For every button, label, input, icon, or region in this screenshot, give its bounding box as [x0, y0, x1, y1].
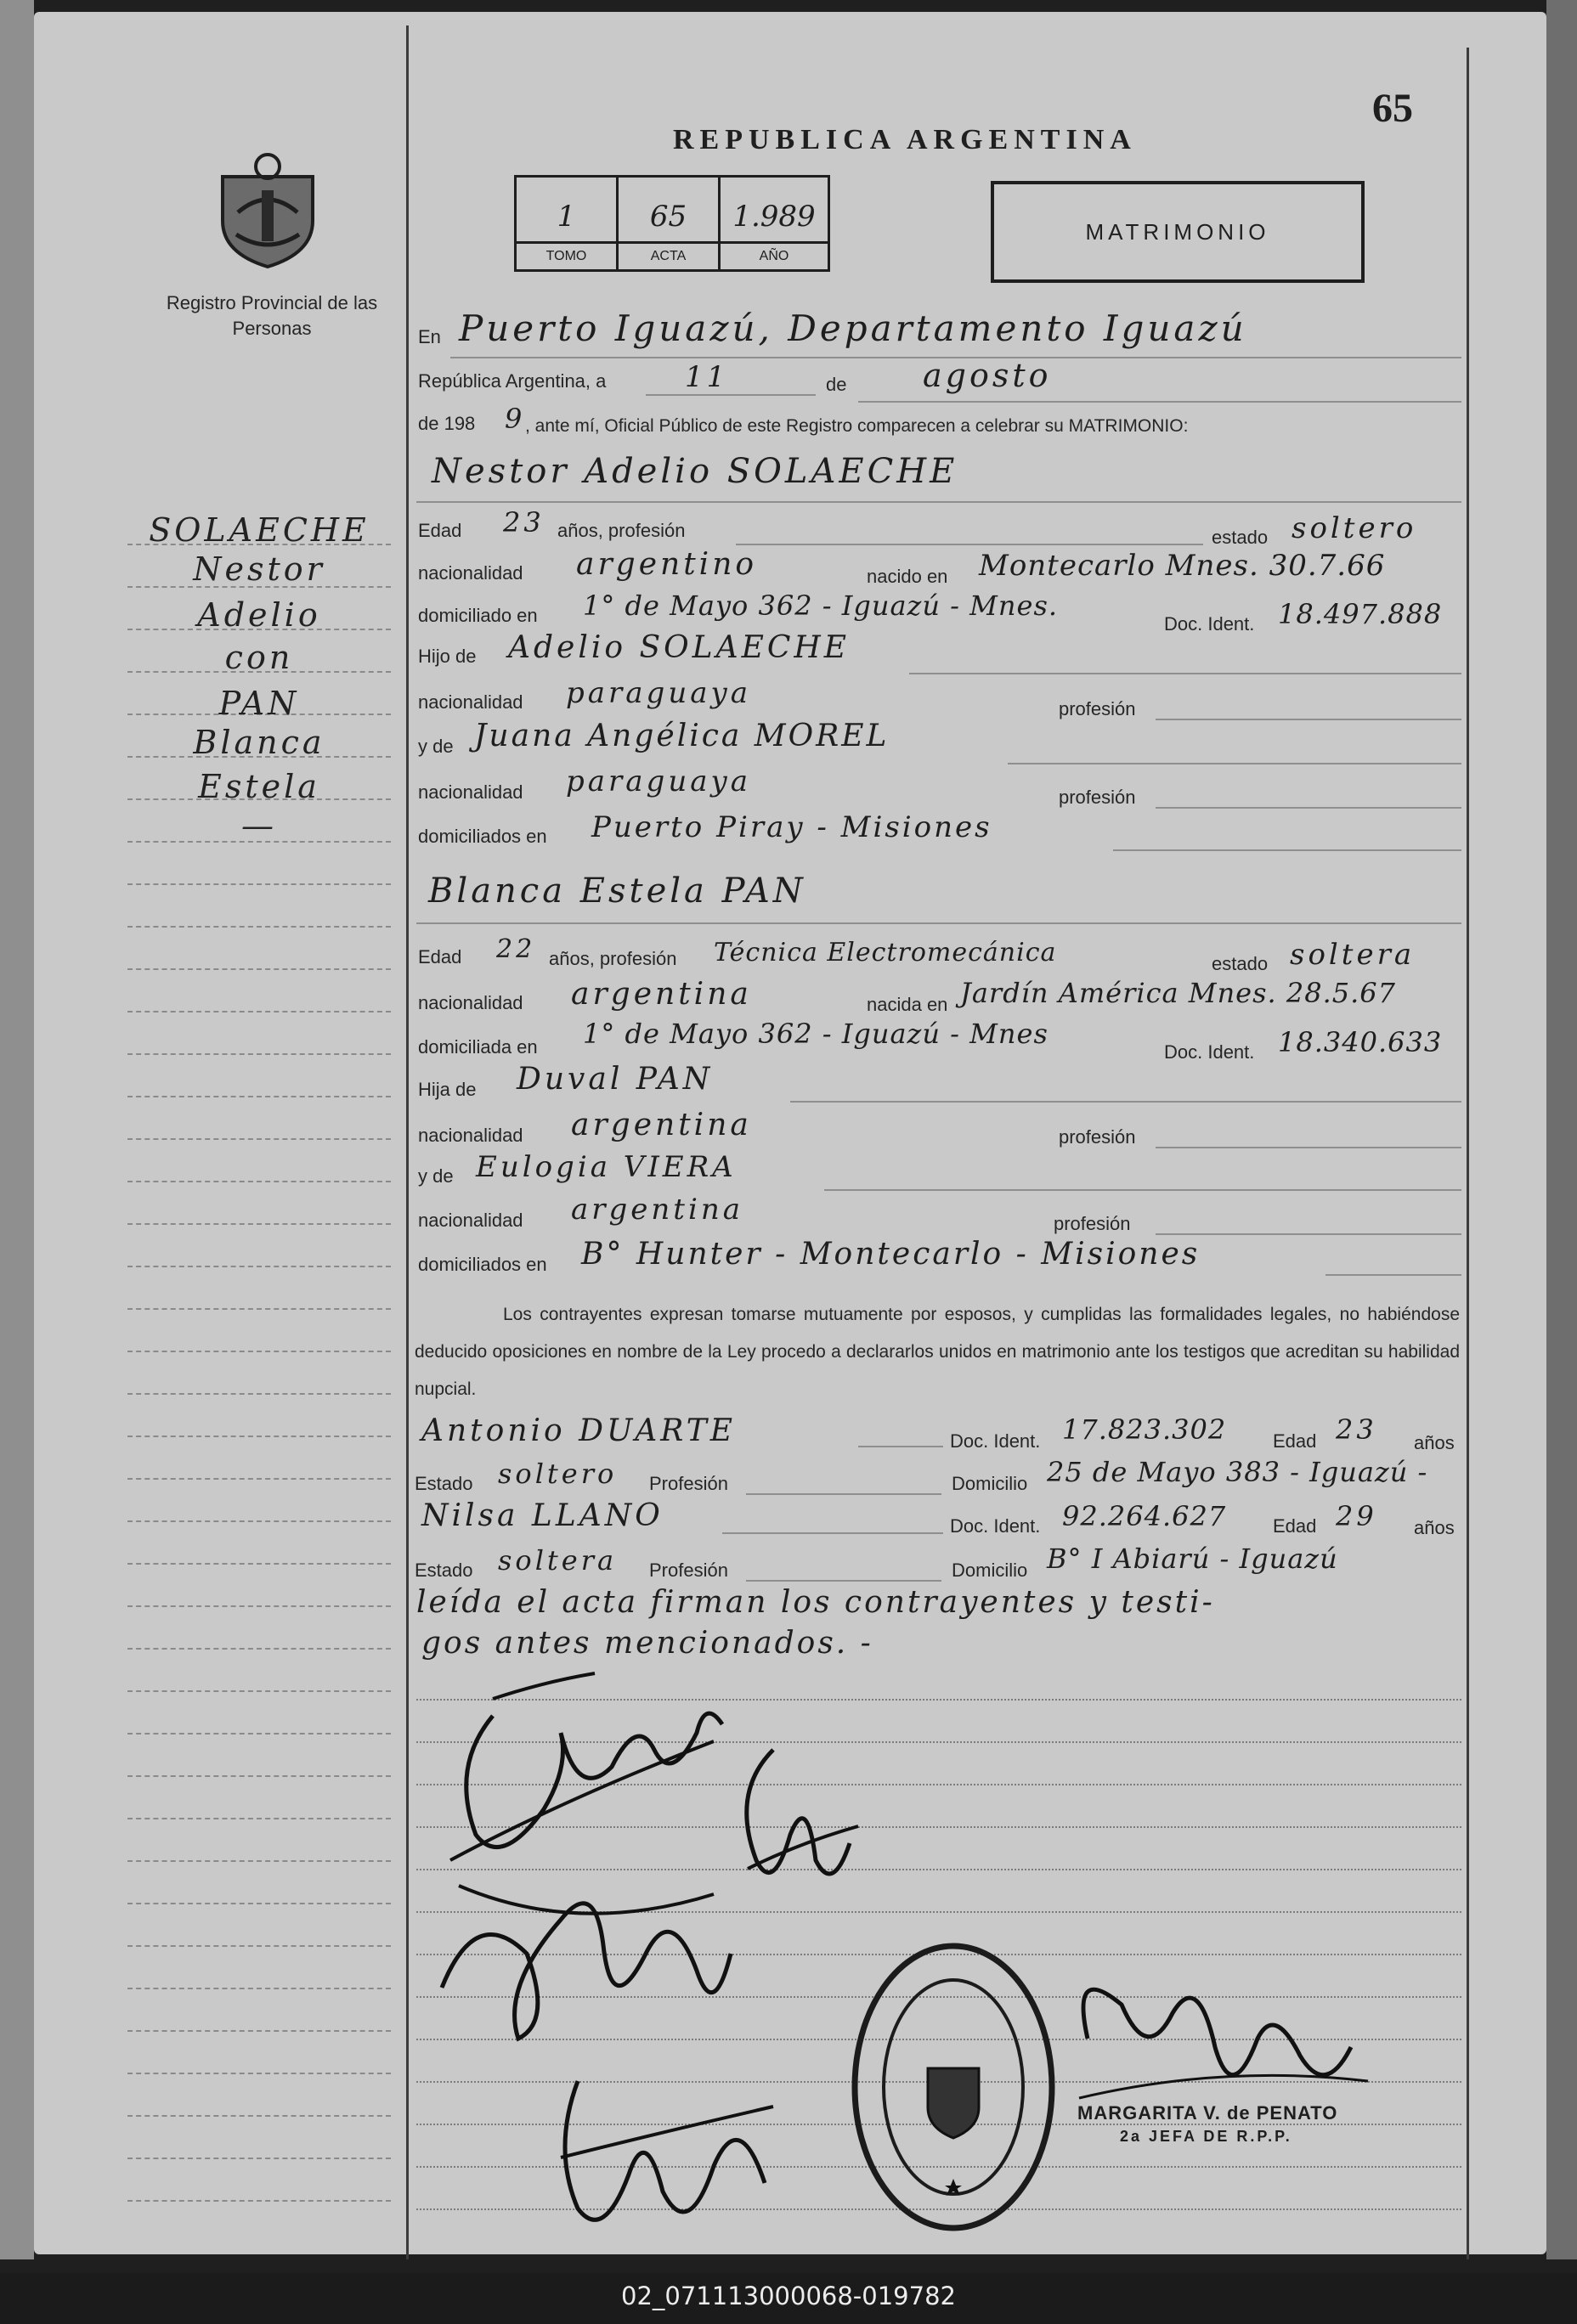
groom-father-line: [909, 673, 1461, 674]
groom-mother-line: [1008, 763, 1461, 764]
ano-label: AÑO: [721, 241, 828, 269]
margin-ruled-line: [127, 1181, 391, 1182]
bride-mother-prof-label: profesión: [1054, 1213, 1131, 1234]
acta-label: ACTA: [619, 241, 718, 269]
margin-divider: [406, 25, 409, 2259]
closing-line-2: gos antes mencionados. -: [421, 1626, 873, 1661]
en-label: En: [418, 326, 441, 347]
witness1-profesion-line: [746, 1493, 941, 1495]
groom-profession-line: [736, 544, 1203, 545]
witness1-name: Antonio DUARTE: [421, 1413, 736, 1448]
groom-name-line: [416, 501, 1461, 503]
margin-note-line-2: Nestor: [193, 550, 325, 588]
witness2-profesion-label: Profesión: [649, 1560, 728, 1581]
day-line: [646, 394, 816, 396]
margin-ruled-line: [127, 926, 391, 928]
bride-parents-dom-line: [1325, 1274, 1461, 1276]
witness2-signature: [544, 2056, 782, 2242]
margin-ruled-line: [127, 1818, 391, 1819]
bride-mother-prof-line: [1156, 1233, 1461, 1235]
bride-address: 1° de Mayo 362 - Iguazú - Mnes: [583, 1018, 1049, 1050]
witness2-domicilio: B° I Abiarú - Iguazú: [1047, 1543, 1338, 1575]
margin-ruled-line: [127, 1733, 391, 1735]
groom-domiciliado-label: domiciliado en: [418, 605, 538, 626]
tomo-cell: [517, 178, 619, 269]
bride-parents-dom-label: domiciliados en: [418, 1254, 547, 1275]
margin-ruled-line: [127, 1138, 391, 1140]
margin-note-line-4: con: [224, 639, 294, 676]
bride-nationality: argentina: [571, 977, 752, 1012]
provincial-seal-icon: [212, 153, 323, 272]
margin-ruled-line: [127, 1690, 391, 1692]
bride-signature: [425, 1852, 748, 2064]
groom-parents-dom: Puerto Piray - Misiones: [591, 810, 992, 844]
margin-ruled-line: [127, 1011, 391, 1013]
margin-note-line-3: Adelio: [197, 596, 321, 634]
margin-ruled-line: [127, 1903, 391, 1904]
margin-ruled-line: [127, 883, 391, 885]
bride-mother-label: y de: [418, 1165, 454, 1187]
margin-ruled-line: [127, 1988, 391, 1989]
witness1-domicilio: 25 de Mayo 383 - Iguazú -: [1047, 1456, 1428, 1488]
bride-profession: Técnica Electromecánica: [714, 938, 1057, 967]
reference-box: [514, 175, 830, 272]
margin-ruled-line: [127, 1648, 391, 1650]
witness1-signature: [714, 1741, 867, 1911]
groom-father-nat-label: nacionalidad: [418, 691, 523, 713]
margin-note-line-5: PAN: [218, 685, 300, 722]
witness2-domicilio-label: Domicilio: [952, 1560, 1028, 1581]
bride-mother: Eulogia VIERA: [476, 1150, 737, 1184]
closing-line-1: leída el acta firman los contrayentes y testi-: [416, 1585, 1215, 1620]
groom-parents-dom-line: [1113, 849, 1461, 851]
groom-mother-prof-label: profesión: [1059, 787, 1136, 808]
groom-father-prof-line: [1156, 719, 1461, 720]
groom-mother-label: y de: [418, 736, 454, 757]
bride-nacionalidad-label: nacionalidad: [418, 992, 523, 1013]
margin-ruled-line: [127, 1266, 391, 1267]
groom-edad-label: Edad: [418, 520, 462, 541]
margin-ruled-line: [127, 2073, 391, 2074]
groom-mother-nat-label: nacionalidad: [418, 781, 523, 803]
month-value: agosto: [923, 357, 1052, 394]
groom-age: 23: [503, 506, 545, 539]
witness1-profesion-label: Profesión: [649, 1473, 728, 1494]
witness2-profesion-line: [746, 1580, 941, 1582]
groom-mother-nat: paraguaya: [566, 764, 751, 798]
witness1-age: 23: [1336, 1413, 1377, 1446]
bride-father-prof-line: [1156, 1147, 1461, 1148]
margin-ruled-line: [127, 1096, 391, 1097]
groom-anos-label: años, profesión: [557, 520, 686, 541]
margin-note-line-7: Estela: [198, 768, 320, 805]
bride-edad-label: Edad: [418, 946, 462, 967]
bride-estado-label: estado: [1212, 953, 1269, 974]
groom-name: Nestor Adelio SOLAECHE: [432, 452, 958, 491]
bride-hija-label: Hija de: [418, 1079, 477, 1100]
witness1-anos-label: años: [1414, 1432, 1455, 1453]
groom-estado-label: estado: [1212, 527, 1269, 548]
witness1-doc-label: Doc. Ident.: [950, 1430, 1041, 1452]
groom-doc: 18.497.888: [1278, 598, 1443, 630]
margin-ruled-line: [127, 1605, 391, 1607]
bride-father-prof-label: profesión: [1059, 1126, 1136, 1148]
bride-name: Blanca Estela PAN: [428, 872, 806, 911]
margin-ruled-line: [127, 1223, 391, 1225]
margin-ruled-line: [127, 1308, 391, 1310]
bride-estado: soltera: [1290, 938, 1416, 972]
bride-father-nat: argentina: [571, 1108, 752, 1142]
witness2-doc: 92.264.627: [1062, 1500, 1227, 1532]
bride-doc-label: Doc. Ident.: [1164, 1041, 1255, 1063]
book-edge-right: [1546, 0, 1577, 2259]
republica-label: República Argentina, a: [418, 370, 607, 392]
margin-note-line-8: —: [241, 807, 277, 844]
groom-nacido-label: nacido en: [867, 566, 948, 587]
acta-cell: [619, 178, 721, 269]
book-spine-left: [0, 0, 34, 2259]
margin-note-line-1: SOLAECHE: [149, 511, 370, 549]
bride-nacida-label: nacida en: [867, 994, 948, 1015]
witness1-doc: 17.823.302: [1062, 1413, 1227, 1446]
bride-domiciliada-label: domiciliada en: [418, 1036, 538, 1058]
margin-ruled-line: [127, 1478, 391, 1480]
officer-signature: [1054, 1954, 1376, 2158]
witness2-estado: soltera: [498, 1544, 618, 1577]
bride-father-nat-label: nacionalidad: [418, 1125, 523, 1146]
margin-ruled-line: [127, 1563, 391, 1565]
declaration-paragraph: Los contrayentes expresan tomarse mutuamente por esposos, y cumplidas las formalidades legales, no habiéndose deducido oposiciones en nombre de la Ley procedo a declararlos unidos en matrimonio ante los testigos que acreditan su habilidad nupcial.: [415, 1305, 1460, 1399]
margin-ruled-line: [127, 2158, 391, 2159]
margin-note-line-6: Blanca: [193, 724, 325, 761]
bride-mother-nat: argentina: [571, 1193, 744, 1227]
margin-ruled-line: [127, 1393, 391, 1395]
witness2-name-line: [722, 1532, 943, 1534]
page-title: REPUBLICA ARGENTINA: [673, 124, 1137, 155]
groom-nacionalidad-label: nacionalidad: [418, 562, 523, 584]
witness2-age: 29: [1336, 1500, 1377, 1532]
day-value: 11: [685, 360, 729, 394]
groom-nationality: argentino: [576, 547, 758, 582]
groom-mother-prof-line: [1156, 807, 1461, 809]
registry-label: Registro Provincial de las Personas: [166, 292, 378, 339]
bride-anos-label: años, profesión: [549, 948, 677, 969]
bride-doc: 18.340.633: [1278, 1026, 1443, 1058]
bride-father-line: [790, 1101, 1461, 1103]
groom-father-prof-label: profesión: [1059, 698, 1136, 719]
witness2-edad-label: Edad: [1273, 1515, 1317, 1537]
groom-estado: soltero: [1292, 511, 1417, 545]
groom-address: 1° de Mayo 362 - Iguazú - Mnes.: [583, 589, 1059, 622]
margin-ruled-line: [127, 2030, 391, 2032]
groom-mother: Juana Angélica MOREL: [474, 719, 890, 753]
year-prefix-label: de 198: [418, 413, 476, 434]
witness1-domicilio-label: Domicilio: [952, 1473, 1028, 1494]
witness1-estado-label: Estado: [415, 1473, 473, 1494]
page-number: 65: [1372, 86, 1413, 131]
de-label: de: [826, 374, 847, 395]
bride-mother-line: [824, 1189, 1461, 1191]
groom-hijo-label: Hijo de: [418, 646, 477, 667]
groom-doc-label: Doc. Ident.: [1164, 613, 1255, 635]
ano-cell: [721, 178, 828, 269]
bride-parents-dom: B° Hunter - Montecarlo - Misiones: [581, 1237, 1201, 1272]
margin-ruled-line: [127, 1520, 391, 1522]
year-digit-value: 9: [505, 403, 526, 435]
ano-value: 1.989: [732, 200, 816, 234]
tomo-label: TOMO: [517, 241, 616, 269]
witness2-doc-label: Doc. Ident.: [950, 1515, 1041, 1537]
margin-ruled-line: [127, 2200, 391, 2202]
bride-age: 22: [496, 934, 536, 964]
margin-ruled-line: [127, 1860, 391, 1862]
margin-ruled-line: [127, 1775, 391, 1777]
witness2-estado-label: Estado: [415, 1560, 473, 1581]
acta-value: 65: [649, 200, 687, 234]
witness1-estado: soltero: [498, 1458, 618, 1490]
margin-ruled-line: [127, 1053, 391, 1055]
margin-ruled-line: [127, 1351, 391, 1352]
groom-birth: Montecarlo Mnes. 30.7.66: [979, 549, 1386, 583]
stamp-officer-name: MARGARITA V. de PENATO: [1077, 2102, 1338, 2124]
groom-parents-dom-label: domiciliados en: [418, 826, 547, 847]
witness1-name-line: [858, 1446, 943, 1447]
groom-father: Adelio SOLAECHE: [508, 630, 851, 665]
month-line: [858, 401, 1461, 403]
bride-name-line: [416, 922, 1461, 924]
image-id-label: 02_071113000068-019782: [621, 2282, 956, 2310]
witness1-edad-label: Edad: [1273, 1430, 1317, 1452]
tomo-value: 1: [557, 200, 576, 234]
witness2-anos-label: años: [1414, 1517, 1455, 1538]
official-stamp: [850, 1941, 1058, 2234]
margin-ruled-line: [127, 2115, 391, 2117]
right-border-line: [1467, 48, 1469, 2259]
intro-sentence: , ante mí, Oficial Público de este Registro comparecen a celebrar su MATRIMONIO:: [525, 416, 1189, 436]
stamp-officer-role: 2a JEFA DE R.P.P.: [1120, 2128, 1292, 2145]
witness2-name: Nilsa LLANO: [421, 1498, 664, 1533]
bride-father: Duval PAN: [517, 1062, 714, 1097]
place-value: Puerto Iguazú, Departamento Iguazú: [459, 307, 1247, 349]
margin-ruled-line: [127, 968, 391, 970]
margin-ruled-line: [127, 1436, 391, 1437]
bride-mother-nat-label: nacionalidad: [418, 1210, 523, 1231]
margin-ruled-line: [127, 1945, 391, 1947]
groom-father-nat: paraguaya: [566, 676, 751, 710]
document-type-box: MATRIMONIO: [991, 181, 1365, 283]
bride-birth: Jardín América Mnes. 28.5.67: [960, 977, 1397, 1009]
